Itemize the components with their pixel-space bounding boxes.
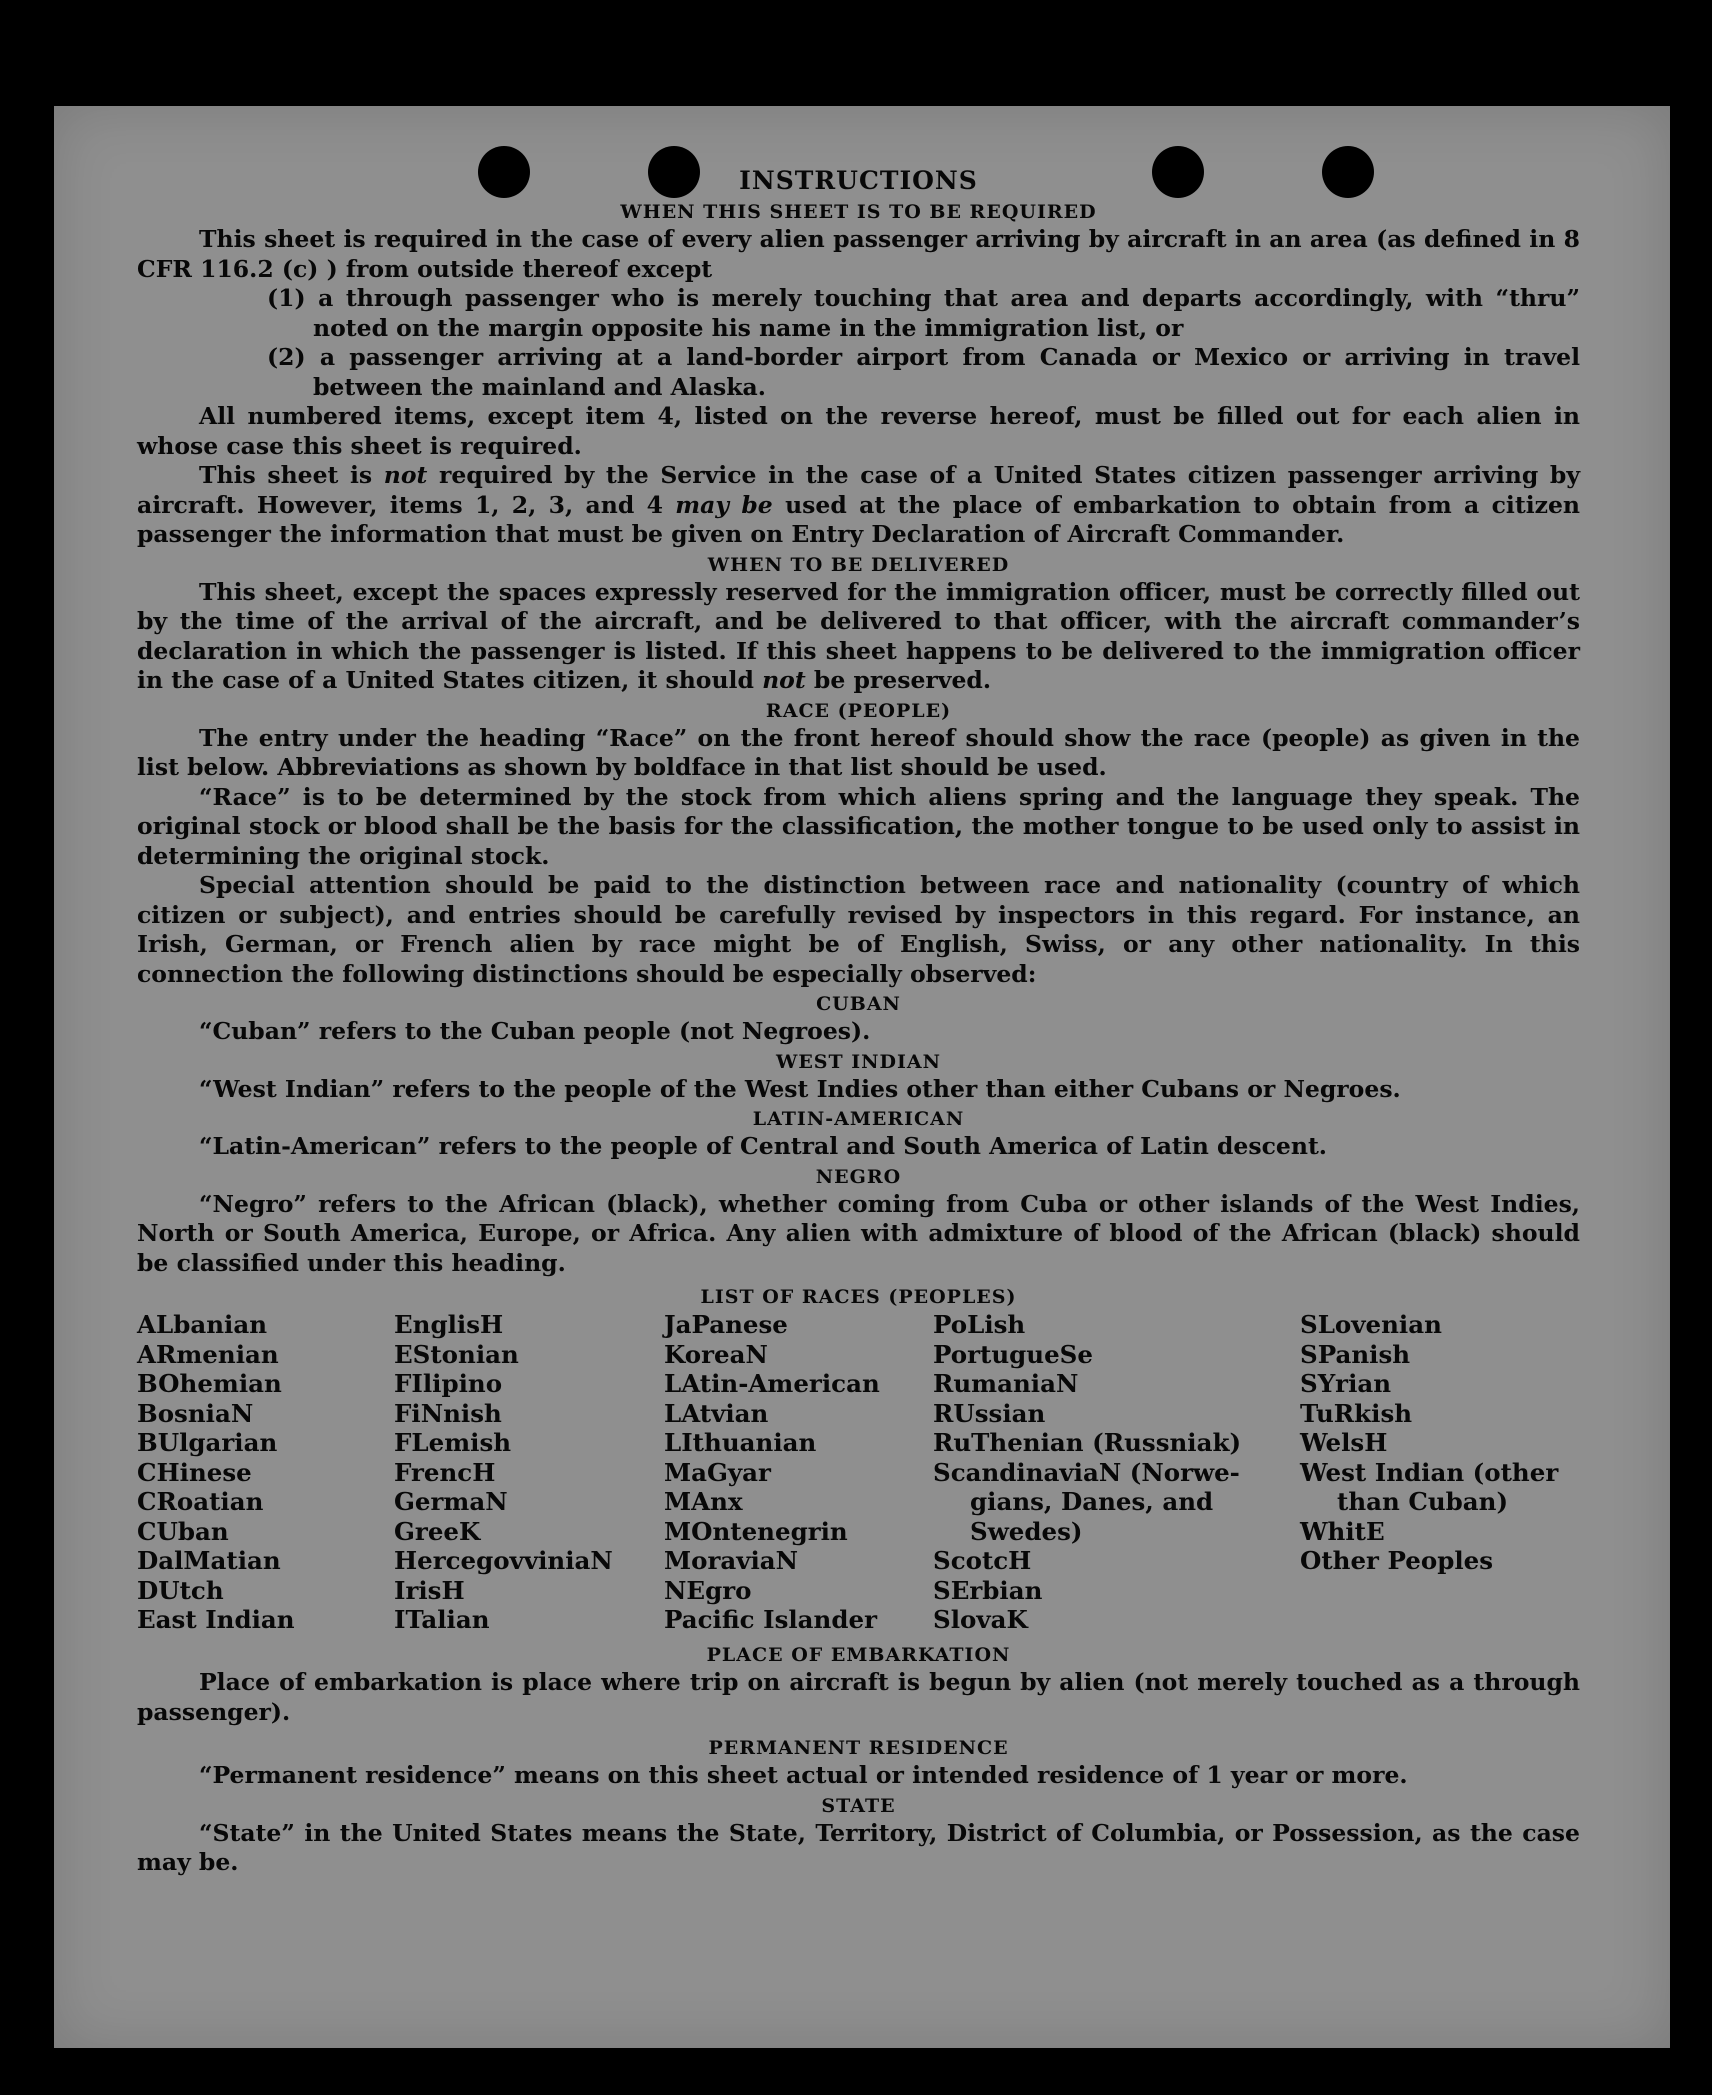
section-heading-required: WHEN THIS SHEET IS TO BE REQUIRED [620,201,1097,223]
race-list-item: LAtvian [664,1398,769,1428]
race-list-item: gians, Danes, and [970,1487,1214,1516]
definition-text: “Latin-American” refers to the people of Central and South America of Latin descent. [199,1132,1327,1160]
race-list-item: Swedes) [970,1516,1083,1546]
race-list-item: NEgro [664,1575,752,1605]
race-list-item: WhitE [1300,1516,1385,1546]
paragraph: The entry under the heading “Race” on the front hereof should show the race (people) as given in the list below. Abbreviations as shown by boldface in that list should be used. [137,723,1580,781]
section-heading-embarkation: PLACE OF EMBARKATION [706,1644,1011,1666]
paragraph: This sheet, except the spaces expressly reserved for the immigration officer, must be correctly filled out by the time of the arrival of the aircraft, and be delivered to that officer, with the aircraft commander’s declaration in which the passenger is listed. If this sheet happens to be delivered to the immigration officer in the case of a United States citizen, it should not be preserved. [137,577,1580,694]
race-list-item: IrisH [394,1575,465,1605]
section-heading-latin-american: LATIN-AMERICAN [752,1108,965,1130]
races-column-3 [664,1310,880,1635]
definition-text: “West Indian” refers to the people of the West Indies other than either Cubans or Negroes. [199,1074,1401,1103]
race-list-item: MaGyar [664,1457,771,1487]
race-list-item: CRoatian [137,1487,264,1516]
race-list-item: SErbian [933,1575,1043,1605]
race-list-item: MAnx [664,1487,743,1516]
instructions-content [137,166,1580,1878]
race-list-item: GermaN [394,1487,508,1516]
race-list-item: EStonian [394,1339,519,1369]
section-heading-cuban: CUBAN [816,993,901,1015]
paragraph: Place of embarkation is place where trip on aircraft is begun by alien (not merely touched as a through passenger). [137,1668,1580,1726]
section-heading-state: STATE [821,1794,896,1817]
paragraph: “Negro” refers to the African (black), whether coming from Cuba or other islands of the West Indies, North or South America, Europe, or Africa. Any alien with admixture of blood of the African (black) should be classified under this heading. [137,1189,1580,1277]
race-list-item: RumaniaN [933,1369,1079,1398]
race-list-item: ITalian [394,1605,490,1634]
paragraph: “State” in the United States means the State, Territory, District of Columbia, or Possession, as the case may be. [137,1818,1580,1876]
document-sheet [54,106,1670,2048]
races-column-2 [394,1310,613,1635]
section-heading-west-indian: WEST INDIAN [775,1050,942,1073]
race-list-item: FrencH [394,1457,496,1487]
race-list-item: ARmenian [137,1339,279,1369]
race-list-item: HercegovviniaN [394,1546,613,1575]
race-list-item: TuRkish [1300,1398,1413,1428]
race-list-item: MoraviaN [664,1546,799,1575]
race-list-item: PoLish [933,1310,1026,1339]
race-list-item: LAtin-American [664,1369,880,1398]
race-list-item: FIlipino [394,1369,503,1398]
race-list-item: SLovenian [1300,1310,1442,1339]
races-column-5 [1300,1310,1558,1576]
race-list-item: RuThenian (Russniak) [933,1428,1242,1457]
race-list-item: ScotcH [933,1546,1032,1575]
list-item: (2) a passenger arriving at a land-border airport from Canada or Mexico or arriving in travel between the mainland and Alaska. [267,343,1580,401]
section-heading-permanent-residence: PERMANENT RESIDENCE [708,1737,1009,1759]
race-list-item: West Indian (other [1300,1457,1559,1487]
race-list-item: SlovaK [933,1605,1028,1634]
races-column-4 [933,1310,1241,1635]
race-list-item: KoreaN [664,1339,768,1369]
race-list-item: GreeK [394,1516,481,1546]
race-list-item: LIthuanian [664,1428,817,1457]
race-list-item: East Indian [137,1605,295,1634]
race-list-item: MOntenegrin [664,1516,848,1546]
section-heading-delivered: WHEN TO BE DELIVERED [707,553,1010,576]
paragraph: This sheet is not required by the Service in the case of a United States citizen passenger arriving by aircraft. However, items 1, 2, 3, and 4 may be used at the place of embarkation to obtain from a citizen passenger the information that must be given on Entry Declaration of Aircraft Commander. [137,461,1581,548]
race-list-item: DUtch [137,1575,224,1605]
race-list-item: FiNnish [394,1398,502,1428]
race-list-item: Other Peoples [1300,1546,1494,1575]
race-list-item: RUssian [933,1398,1046,1428]
race-list-item: CUban [137,1516,229,1546]
race-list-item: PortugueSe [933,1339,1093,1369]
definition-text: “Permanent residence” means on this sheet actual or intended residence of 1 year or more. [199,1761,1408,1789]
paragraph: All numbered items, except item 4, listed on the reverse hereof, must be filled out for each alien in whose case this sheet is required. [137,402,1580,460]
race-list-item: than Cuban) [1337,1487,1509,1516]
list-item: (1) a through passenger who is merely touching that area and departs accordingly, with “thru” noted on the margin opposite his name in the immigration list, or [267,284,1580,342]
race-list-item: FLemish [394,1428,512,1457]
race-list-item: BosniaN [137,1398,254,1428]
race-list-item: CHinese [137,1457,252,1487]
race-list-item: ScandinaviaN (Norwe- [933,1457,1240,1487]
races-column-1 [137,1310,295,1635]
race-list-item: ALbanian [137,1310,268,1339]
section-heading-negro: NEGRO [815,1165,902,1188]
race-list-item: JaPanese [664,1310,788,1339]
race-list-item: Pacific Islander [664,1605,877,1634]
race-list-item: SPanish [1300,1339,1411,1369]
race-list-item: BOhemian [137,1369,282,1398]
paragraph: This sheet is required in the case of every alien passenger arriving by aircraft in an area (as defined in 8 CFR 116.2 (c) ) from outside thereof except [137,225,1580,283]
race-list-item: SYrian [1300,1369,1392,1398]
race-list-item: WelsH [1300,1428,1388,1457]
page-title: INSTRUCTIONS [739,166,978,195]
race-list-item: DalMatian [137,1546,281,1575]
race-list-item: BUlgarian [137,1428,278,1457]
paragraph: Special attention should be paid to the distinction between race and nationality (country of which citizen or subject), and entries should be carefully revised by inspectors in this regard. For instance, an Irish, German, or French alien by race might be of English, Swiss, or any other nationality. In this connection the following distinctions should be especially observed: [137,871,1580,988]
race-list-item: EnglisH [394,1310,504,1339]
section-heading-race: RACE (PEOPLE) [765,699,952,722]
section-heading-list-of-races: LIST OF RACES (PEOPLES) [700,1286,1017,1308]
definition-text: “Cuban” refers to the Cuban people (not Negroes). [199,1017,871,1045]
races-list [137,1310,1580,1640]
paragraph: “Race” is to be determined by the stock from which aliens spring and the language they speak. The original stock or blood shall be the basis for the classification, the mother tongue to be used only to assist in determining the original stock. [137,782,1580,870]
